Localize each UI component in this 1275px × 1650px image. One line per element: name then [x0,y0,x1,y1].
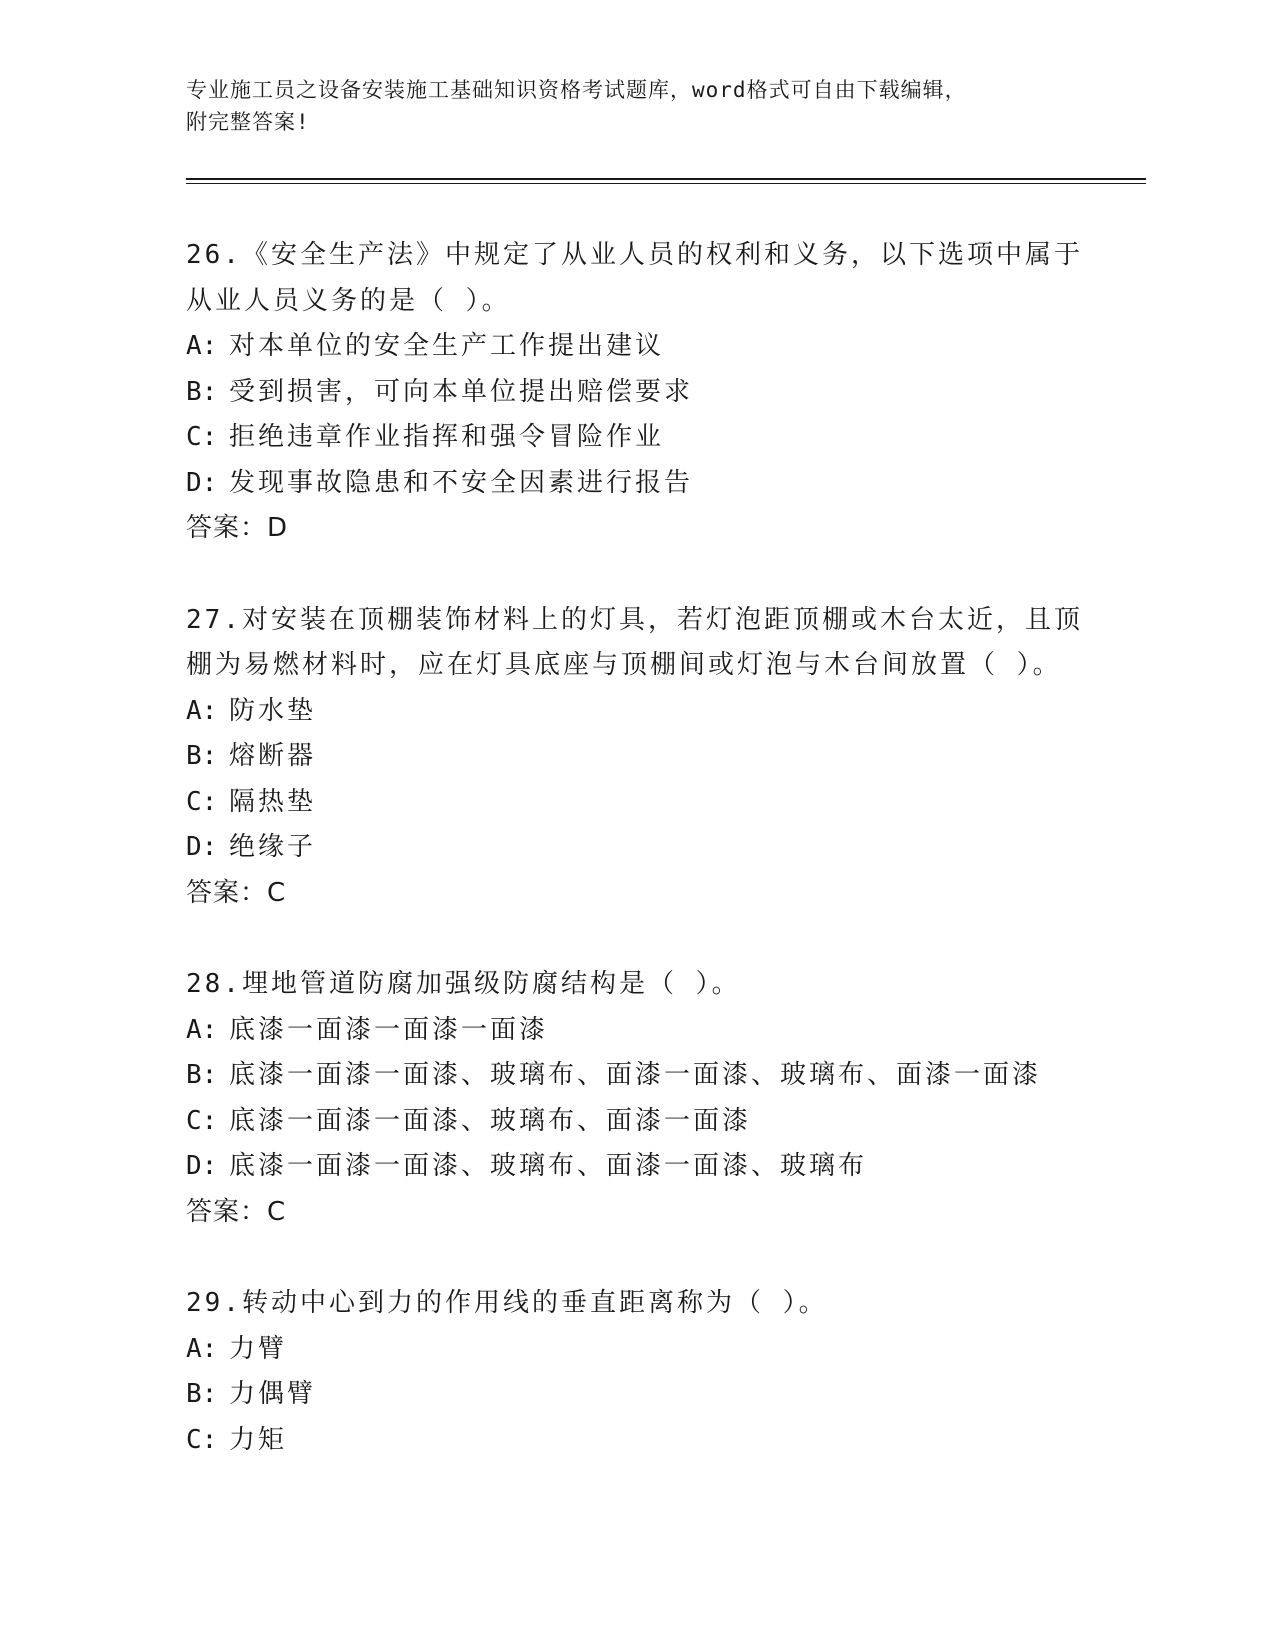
option-b [186,734,1086,780]
question-stem-line: 29.转动中心到力的作用线的垂直距离称为（ ）。 [186,1288,828,1318]
option-a [186,689,1086,735]
option-text: 拒绝违章作业指挥和强令冒险作业 [229,422,665,452]
question-stem-line: 从业人员义务的是（ ）。 [186,285,511,316]
document-header [186,74,1076,138]
header-divider-thick [186,178,1146,180]
option-key: D: [186,1151,218,1181]
option-b [186,370,1086,416]
answer-line: 答案：C [186,877,287,908]
option-c [186,415,1086,461]
question-28 [186,962,1086,1235]
option-c [186,780,1086,826]
question-stem-line: 棚为易燃材料时，应在灯具底座与顶棚间或灯泡与木台间放置（ ）。 [186,650,1062,680]
option-key: A: [186,1333,218,1364]
question-stem-line: 26.《安全生产法》中规定了从业人员的权利和义务，以下选项中属于 [186,240,1083,270]
header-divider-thin [186,183,1146,184]
option-text: 力矩 [229,1424,288,1455]
option-key: C: [186,1105,218,1136]
option-text: 隔热垫 [229,786,317,817]
option-key: C: [186,422,218,452]
option-text: 力臂 [229,1333,288,1364]
option-d [186,461,1086,507]
option-key: B: [186,741,218,771]
option-text: 防水垫 [229,695,317,726]
question-list [186,233,1086,1509]
option-key: C: [186,786,218,817]
option-text: 力偶臂 [229,1379,317,1409]
option-text: 对本单位的安全生产工作提出建议 [229,331,665,361]
option-key: B: [186,1379,218,1409]
option-text: 底漆一面漆一面漆、玻璃布、面漆一面漆、玻璃布 [229,1151,868,1181]
option-b [186,1372,1086,1418]
option-text: 底漆一面漆一面漆、玻璃布、面漆一面漆 [229,1105,752,1136]
option-key: D: [186,832,218,862]
option-key: D: [186,467,218,498]
option-key: B: [186,376,218,407]
option-text: 底漆一面漆一面漆一面漆 [229,1014,549,1045]
option-d [186,1144,1086,1190]
option-key: B: [186,1060,218,1090]
answer-line: 答案：C [186,1196,287,1227]
option-a [186,1327,1086,1373]
option-b [186,1053,1086,1099]
answer-line: 答案：D [186,513,289,543]
option-c [186,1099,1086,1145]
question-27 [186,598,1086,917]
option-text: 发现事故隐患和不安全因素进行报告 [229,467,694,498]
question-29 [186,1281,1086,1463]
option-key: C: [186,1424,218,1455]
option-d [186,825,1086,871]
question-26 [186,233,1086,552]
question-stem-line: 28.埋地管道防腐加强级防腐结构是（ ）。 [186,969,741,999]
option-key: A: [186,1014,218,1045]
option-a [186,1008,1086,1054]
option-text: 绝缘子 [229,832,317,862]
option-key: A: [186,695,218,726]
option-c [186,1418,1086,1464]
option-text: 底漆一面漆一面漆、玻璃布、面漆一面漆、玻璃布、面漆一面漆 [229,1060,1042,1090]
option-text: 熔断器 [229,741,317,771]
header-line-1: 专业施工员之设备安装施工基础知识资格考试题库，word格式可自由下载编辑， [186,78,967,102]
option-a [186,324,1086,370]
option-key: A: [186,331,218,361]
question-stem-line: 27.对安装在顶棚装饰材料上的灯具，若灯泡距顶棚或木台太近，且顶 [186,604,1083,635]
option-text: 受到损害，可向本单位提出赔偿要求 [229,376,694,407]
header-line-2: 附完整答案! [186,110,310,134]
